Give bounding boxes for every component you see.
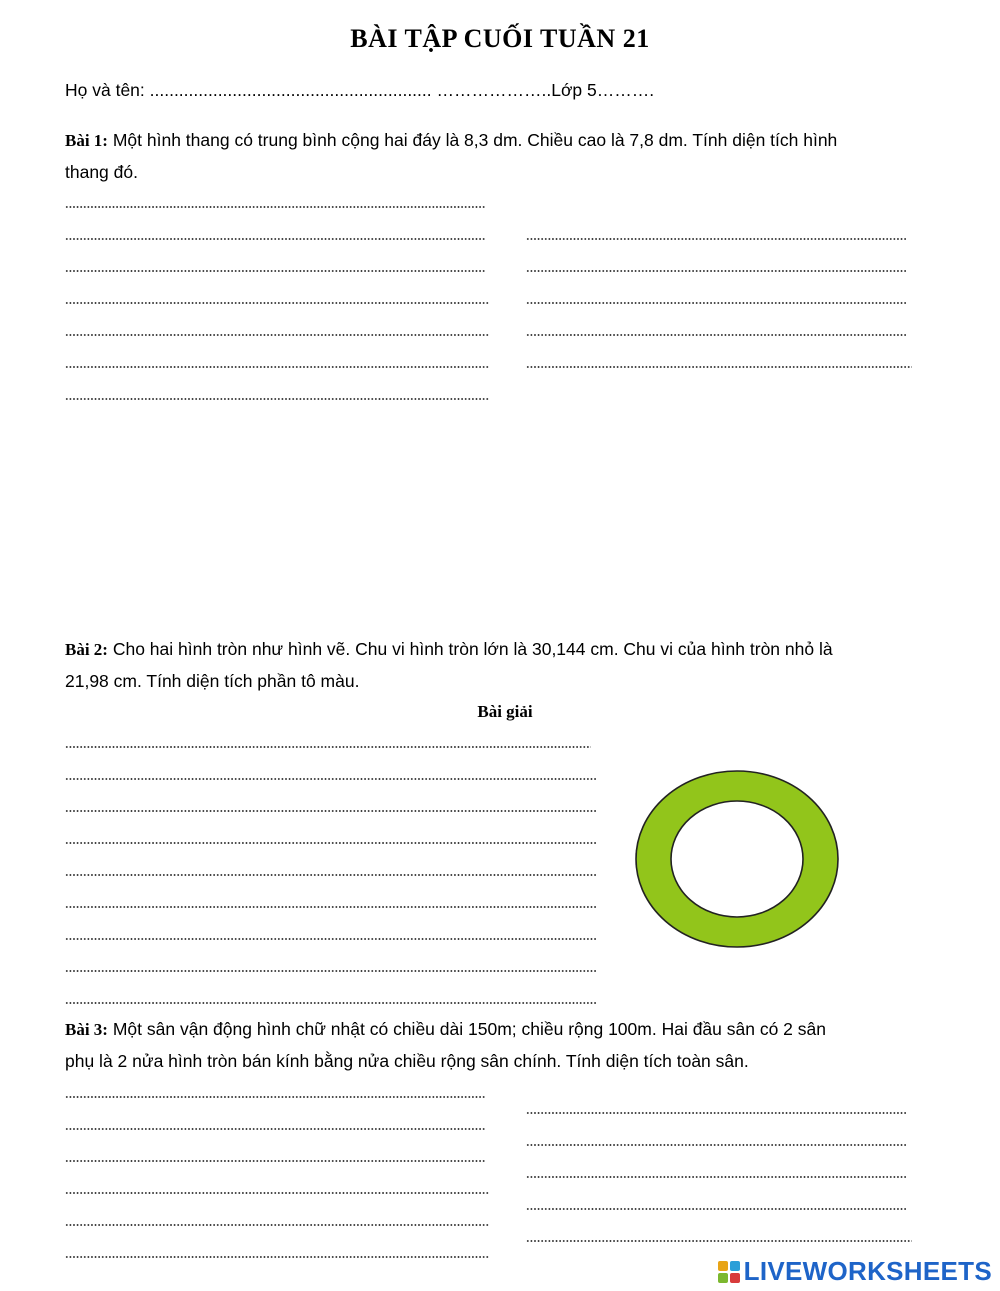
answer-dotted-line[interactable]	[65, 1002, 596, 1004]
answer-dotted-line[interactable]	[526, 1112, 906, 1114]
bai3-question-line1	[65, 1013, 826, 1046]
bai3-text-line1: Một sân vận động hình chữ nhật có chiều dài 150m; chiều rộng 100m. Hai đầu sân có 2 sân	[107, 1019, 826, 1039]
answer-dotted-line[interactable]	[526, 270, 906, 272]
inner-circle	[671, 801, 803, 917]
answer-dotted-line[interactable]	[526, 302, 906, 304]
liveworksheets-logo	[718, 1256, 992, 1287]
answer-dotted-line[interactable]	[526, 238, 906, 240]
answer-dotted-line[interactable]	[65, 906, 596, 908]
bai2-question-line2: 21,98 cm. Tính diện tích phần tô màu.	[65, 671, 360, 691]
answer-dotted-line[interactable]	[65, 302, 489, 304]
bai1-text-line1: Một hình thang có trung bình cộng hai đáy là 8,3 dm. Chiều cao là 7,8 dm. Tính diện tích hình	[107, 130, 838, 150]
answer-dotted-line[interactable]	[526, 1144, 906, 1146]
answer-dotted-line[interactable]	[65, 238, 485, 240]
liveworksheets-blocks-icon	[718, 1261, 740, 1283]
answer-dotted-line[interactable]	[65, 334, 489, 336]
logo-text: LIVEWORKSHEETS	[743, 1256, 992, 1286]
answer-dotted-line[interactable]	[65, 1096, 485, 1098]
answer-dotted-line[interactable]	[65, 1256, 489, 1258]
answer-dotted-line[interactable]	[65, 398, 489, 400]
bai2-label: Bài 2:	[65, 640, 108, 659]
answer-dotted-line[interactable]	[65, 810, 596, 812]
answer-dotted-line[interactable]	[526, 1240, 912, 1242]
answer-dotted-line[interactable]	[65, 366, 489, 368]
answer-dotted-line[interactable]	[65, 1128, 485, 1130]
annulus-figure	[628, 764, 846, 954]
bai2-text-line1: Cho hai hình tròn như hình vẽ. Chu vi hình tròn lớn là 30,144 cm. Chu vi của hình tròn nhỏ là	[107, 639, 833, 659]
answer-dotted-line[interactable]	[65, 1192, 489, 1194]
answer-dotted-line[interactable]	[65, 270, 485, 272]
bai1-question-line2: thang đó.	[65, 162, 138, 182]
bai3-question-line2: phụ là 2 nửa hình tròn bán kính bằng nửa chiều rộng sân chính. Tính diện tích toàn sân.	[65, 1051, 749, 1071]
answer-dotted-line[interactable]	[526, 366, 912, 368]
answer-dotted-line[interactable]	[65, 206, 485, 208]
answer-dotted-line[interactable]	[65, 778, 596, 780]
answer-dotted-line[interactable]	[526, 334, 906, 336]
answer-dotted-line[interactable]	[65, 1224, 489, 1226]
bai1-label: Bài 1:	[65, 131, 108, 150]
bai1-question-line1	[65, 124, 837, 157]
student-name-class-line: Họ và tên: .......................................................... ………………..Lớp 5……….	[65, 80, 655, 100]
answer-dotted-line[interactable]	[65, 1160, 485, 1162]
answer-dotted-line[interactable]	[65, 970, 596, 972]
solution-heading: Bài giải	[477, 702, 533, 721]
answer-dotted-line[interactable]	[65, 938, 596, 940]
answer-dotted-line[interactable]	[65, 746, 591, 748]
answer-dotted-line[interactable]	[65, 874, 596, 876]
page-title: BÀI TẬP CUỐI TUẦN 21	[350, 24, 650, 53]
answer-dotted-line[interactable]	[526, 1176, 906, 1178]
bai3-label: Bài 3:	[65, 1020, 108, 1039]
answer-dotted-line[interactable]	[65, 842, 596, 844]
bai2-question-line1	[65, 633, 833, 666]
answer-dotted-line[interactable]	[526, 1208, 906, 1210]
